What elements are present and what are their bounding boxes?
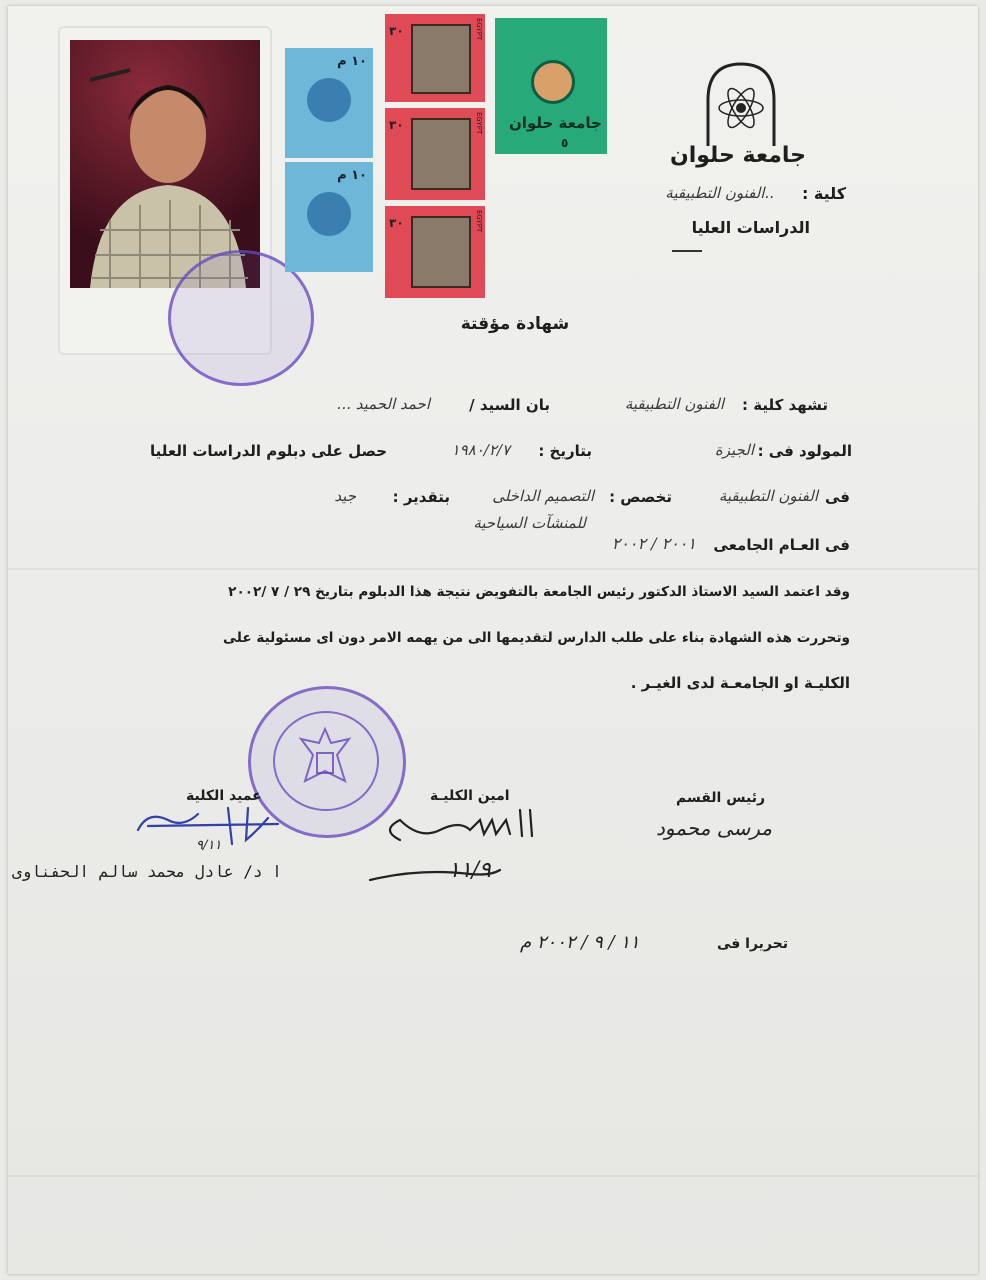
line1-faculty: الفنون التطبيقية — [624, 395, 724, 413]
line4-year: ٢٠٠١ / ٢٠٠٢ — [611, 534, 696, 553]
stamp-country: EGYPT — [475, 210, 483, 233]
stamp-value: ٣٠ — [389, 24, 404, 38]
line2-place: الجيزة — [714, 441, 754, 459]
line1-name: احمد الحميد ... — [336, 395, 430, 413]
dept-head-label: رئيس القسم — [676, 790, 766, 806]
helwan-university-emblem-icon — [700, 60, 782, 148]
fiscal-stamp-red — [385, 206, 485, 298]
seal-dot-icon — [531, 60, 575, 104]
line1-mid: بان السيد / — [469, 396, 550, 414]
university-stamp-green — [495, 18, 607, 154]
dean-label: عميد الكلية — [186, 788, 262, 804]
line2-suffix: حصل على دبلوم الدراسات العليا — [150, 442, 388, 460]
dean-date: ٩/١١ — [196, 838, 222, 853]
line3-spec-label: تخصص : — [609, 488, 672, 506]
faculty-label: كلية : — [801, 184, 846, 203]
dept-head-signature: مرسى محمود — [656, 816, 772, 840]
line2-prefix: المولود فى : — [757, 442, 852, 460]
fiscal-stamp-blue — [285, 48, 373, 158]
secretary-label: امين الكليـة — [430, 788, 510, 804]
eagle-emblem-icon — [295, 725, 355, 795]
gear-emblem-icon — [307, 78, 351, 122]
arabesque-pattern-icon — [411, 24, 471, 94]
line3-spec: التصميم الداخلى — [492, 487, 594, 505]
stamp-value: ١٠ م — [337, 54, 367, 69]
line1-prefix: تشهد كلية : — [742, 396, 828, 414]
certificate-title: شهادة مؤقتة — [460, 314, 570, 334]
dean-name: ا د/ عادل محمد سالم الحفناوى — [12, 862, 282, 881]
arabesque-pattern-icon — [411, 118, 471, 190]
line2-date: ١٩٨٠/٢/٧ — [451, 441, 510, 459]
stamp-value: ٣٠ — [389, 216, 404, 230]
gear-emblem-icon — [307, 192, 351, 236]
paper-fold-line — [8, 1175, 978, 1177]
department-title: الدراسات العليا — [691, 218, 810, 237]
university-name: جامعة حلوان — [669, 143, 807, 168]
stamp-country: EGYPT — [475, 112, 483, 135]
secretary-date: ١١/٩ — [448, 858, 491, 883]
line3-field: الفنون التطبيقية — [718, 487, 818, 505]
arabesque-pattern-icon — [411, 216, 471, 288]
issued-label: تحريرا فى — [716, 936, 788, 952]
fiscal-stamp-red — [385, 108, 485, 200]
fiscal-stamp-blue — [285, 162, 373, 272]
line2-date-label: بتاريخ : — [538, 442, 592, 460]
line3-note: للمنشآت السياحية — [473, 514, 586, 532]
stamp-country: EGYPT — [475, 18, 483, 41]
stamp-value: ١٠ م — [337, 168, 367, 183]
stamp-value: ٣٠ — [389, 118, 404, 132]
line3-grade: جيد — [334, 487, 356, 505]
paper-fold-line — [8, 568, 978, 570]
stamp-value: ٥ — [561, 136, 569, 150]
issued-date: ١١ / ٩ / ٢٠٠٢ م — [520, 932, 640, 953]
header-divider — [672, 250, 702, 252]
stamp-label: جامعة حلوان — [509, 114, 602, 132]
line4-prefix: فى العـام الجامعى — [713, 536, 850, 554]
line5-approval: وقد اعتمد السيد الاستاذ الدكتور رئيس الجامعة بالتفويض نتيجة هذا الدبلوم بتاريخ ٢٩ / ٧ /٢٠٠٢ — [228, 584, 850, 600]
line6-disclaimer: وتحررت هذه الشهادة بناء على طلب الدارس لتقديمها الى من يهمه الامر دون اى مسئولية على — [223, 630, 850, 646]
fiscal-stamp-red — [385, 14, 485, 102]
line3-prefix: فى — [825, 488, 850, 506]
line3-grade-label: بتقدير : — [392, 488, 450, 506]
line7-disclaimer: الكليـة او الجامعـة لدى الغيـر . — [630, 674, 850, 692]
faculty-value: ..الفنون التطبيقية — [665, 184, 774, 202]
